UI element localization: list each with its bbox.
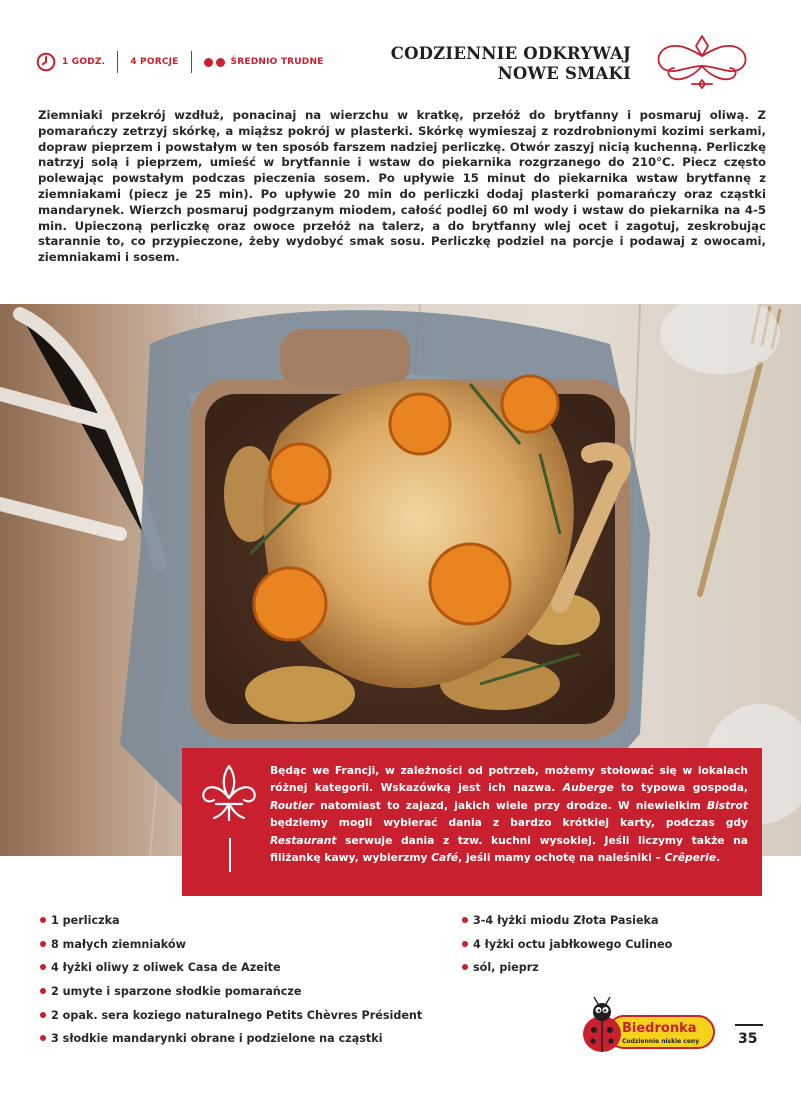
- divider: [229, 838, 231, 872]
- bullet-icon: [40, 1012, 46, 1018]
- bullet-icon: [40, 964, 46, 970]
- difficulty-dots-icon: [204, 58, 225, 67]
- term-cafe: Café: [431, 851, 459, 865]
- bullet-icon: [40, 941, 46, 947]
- divider: [735, 1024, 763, 1026]
- ladybug-icon: [583, 997, 621, 1052]
- prep-time: 1 GODZ.: [62, 57, 106, 67]
- fleur-de-lis-icon: [198, 762, 260, 828]
- ingredient-item: 8 małych ziemniaków: [40, 938, 422, 962]
- biedronka-logo: [578, 996, 718, 1056]
- brand-slogan: Codziennie niskie ceny: [622, 1038, 700, 1045]
- ingredients-list-left: [40, 914, 422, 1056]
- term-restaurant: Restaurant: [270, 833, 337, 847]
- ingredient-item: 4 łyżki octu jabłkowego Culineo: [462, 938, 672, 962]
- ornament-logo-icon: [652, 32, 752, 94]
- difficulty: ŚREDNIO TRUDNE: [230, 57, 324, 67]
- term-bistrot: Bistrot: [706, 798, 748, 812]
- bullet-icon: [462, 964, 468, 970]
- portions: 4 PORCJE: [130, 57, 179, 67]
- tagline-line-2: NOWE SMAKI: [497, 64, 631, 83]
- tagline-line-1: CODZIENNIE ODKRYWAJ: [390, 44, 631, 63]
- tip-text: Będąc we Francji, w zależności od potrzeb, możemy stołować się w lokalach różnej kategorii. Wskazówką jest ich nazwa. Auberge to typowa gospoda, Routier natomiast to zajazd, jakich wiele przy drodze. W niewielkim Bistrot będziemy mogli wybierać dania z bardzo krótkiej karty, podczas gdy Restaurant serwuje dania z tzw. kuchni wysokiej. Jeśli liczymy także na filiżankę kawy, wybierzmy Café, jeśli mamy ochotę na naleśniki – Crêperie.: [270, 764, 748, 865]
- term-creperie: Crêperie: [664, 851, 717, 865]
- recipe-meta: [36, 48, 324, 76]
- ingredients-list-right: [462, 914, 672, 985]
- ingredient-item: 3-4 łyżki miodu Złota Pasieka: [462, 914, 672, 938]
- page-number: 35: [738, 1031, 758, 1047]
- ingredient-item: 2 opak. sera koziego naturalnego Petits Chèvres Président: [40, 1009, 422, 1033]
- bullet-icon: [40, 1035, 46, 1041]
- clock-icon: [36, 52, 56, 72]
- recipe-instructions: Ziemniaki przekrój wzdłuż, ponacinaj na wierzchu w kratkę, przełóż do brytfanny i posmaruj oliwą. Z pomarańczy zetrzyj skórkę, a miąższ pokrój w plasterki. Skórkę wymieszaj z rozdrobnionymi kozimi serkami, dopraw pieprzem i powstałym w ten sposób farszem nadziej perliczkę. Otwór zaszyj nicią kuchenną. Perliczkę natrzyj solą i pieprzem, umieść w brytfannie i wstaw do piekarnika rozgrzanego do 210°C. Piecz często polewając powstałym podczas pieczenia sosem. Po upływie 15 minut do piekarnika wstaw brytfannę z ziemniakami (piecz je 25 min). Po upływie 20 min do perliczki dodaj plasterki pomarańczy oraz cząstki mandarynek. Wierzch posmaruj podgrzanym miodem, całość podlej 60 ml wody i wstaw do piekarnika na 4-5 min. Upieczoną perliczkę oraz owoce przełóż na talerz, a do brytfanny wlej ocet i zagotuj, zeskrobując starannie to, co przypieczone, żeby wydobyć smak sosu. Perliczkę podziel na porcje i podawaj z owocami, ziemniakami i sosem.: [38, 108, 766, 265]
- ingredient-item: 3 słodkie mandarynki obrane i podzielone na cząstki: [40, 1032, 422, 1056]
- ingredient-item: 2 umyte i sparzone słodkie pomarańcze: [40, 985, 422, 1009]
- bullet-icon: [462, 941, 468, 947]
- term-auberge: Auberge: [562, 781, 614, 795]
- ingredient-item: 1 perliczka: [40, 914, 422, 938]
- divider: [117, 51, 118, 73]
- bullet-icon: [40, 988, 46, 994]
- bullet-icon: [40, 917, 46, 923]
- tip-box: [182, 748, 762, 896]
- brand-name: Biedronka: [622, 1021, 697, 1036]
- tagline: [391, 44, 631, 84]
- term-routier: Routier: [270, 798, 314, 812]
- bullet-icon: [462, 917, 468, 923]
- divider: [191, 51, 192, 73]
- ingredient-item: 4 łyżki oliwy z oliwek Casa de Azeite: [40, 961, 422, 985]
- ingredient-item: sól, pieprz: [462, 961, 672, 985]
